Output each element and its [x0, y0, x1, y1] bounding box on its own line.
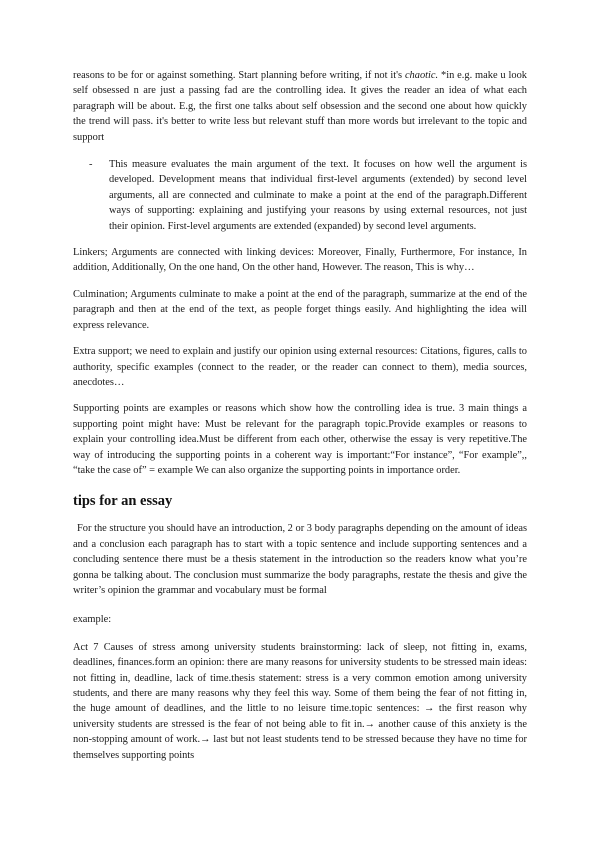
intro-paragraph	[73, 68, 527, 145]
extra-support-paragraph: Extra support; we need to explain and justify our opinion using external resources: Citations, figures, calls to authority, specific examples (connect to the reader, or the reader can connect to them), media sources, anecdotes…	[73, 346, 527, 388]
intro-italic-word: chaotic.	[404, 70, 439, 81]
intro-text-start: reasons to be for or against something. Start planning before writing, if not it's	[73, 70, 405, 81]
tips-paragraph: For the structure you should have an introduction, 2 or 3 body paragraphs depending on the amount of ideas and a conclusion each paragraph has to start with a topic sentence and include supporting sentences and a concluding sentence there must be a thesis statement in the introduction so the readers know what you’re gonna be talking about. The conclusion must summarize the body paragraphs, restate the thesis and give the writer’s opinion the grammar and vocabulary must be formal	[73, 523, 527, 596]
document-page	[73, 68, 527, 774]
list-item	[73, 157, 527, 234]
example-label: example:	[73, 614, 112, 626]
section-heading: tips for an essay	[73, 493, 173, 510]
linkers-paragraph: Linkers; Arguments are connected with linking devices: Moreover, Finally, Furthermore, For instance, In addition, Additionally, On the one hand, On the other hand, However. The reason, This is why…	[73, 247, 527, 274]
bullet-text: This measure evaluates the main argument of the text. It focuses on how well the argument is developed. Development means that individual first-level arguments (extended) by second level arguments, all are connected and culminate to make a point at the end of the paragraph.Different ways of supporting: explaining and justifying your reasons by using external resources, not just their opinion. First-level arguments are extended (expanded) by second level arguments.	[109, 159, 527, 232]
intro-text-end: *in e.g. make u look self obsessed n are just a passing fad are the controlling idea. It gives the reader an idea of what each paragraph will be about. E.g, the first one talks about self obsession and the second one about how quickly the trend will pass. it's better to write less but relevant stuff than more words but irrelevant to the topic and support	[73, 70, 527, 143]
culmination-paragraph: Culmination; Arguments culminate to make a point at the end of the paragraph, summarize at the end of the paragraph and then at the end of the text, as people forget things easily. And highlighting the idea will express relevance.	[73, 288, 527, 331]
example-paragraph: Act 7 Causes of stress among university students brainstorming: lack of sleep, not fitting in, exams, deadlines, finances.form an opinion: there are many reasons for university students to be stressed main ideas: not fitting in, deadline, lack of time.thesis statement: stress is a very common emotion among university students, and there are many reasons why they feel this way. Some of them being the fear of not fitting in, the huge amount of deadlines, and the little to no leisure time.topic sentences: → the first reason why university students are stressed is the fear of not being able to fit in.→ another cause of this anxiety is the non-stopping amount of work.→ last but not least students tend to be stressed because they have no time for themselves supporting points	[73, 641, 527, 761]
bullet-marker: -	[89, 159, 93, 171]
supporting-points-paragraph: Supporting points are examples or reasons which show how the controlling idea is true. 3 main things a supporting point might have: Must be relevant for the paragraph topic.Provide examples or reasons to explain your controlling idea.Must be different from each other, otherwise the essay is very repetitive.The way of introducing the supporting points in a coherent way is important:“For instance”, “For example”,, “take the case of” = example We can also organize the supporting points in importance order.	[73, 403, 527, 476]
bullet-list	[73, 157, 527, 234]
